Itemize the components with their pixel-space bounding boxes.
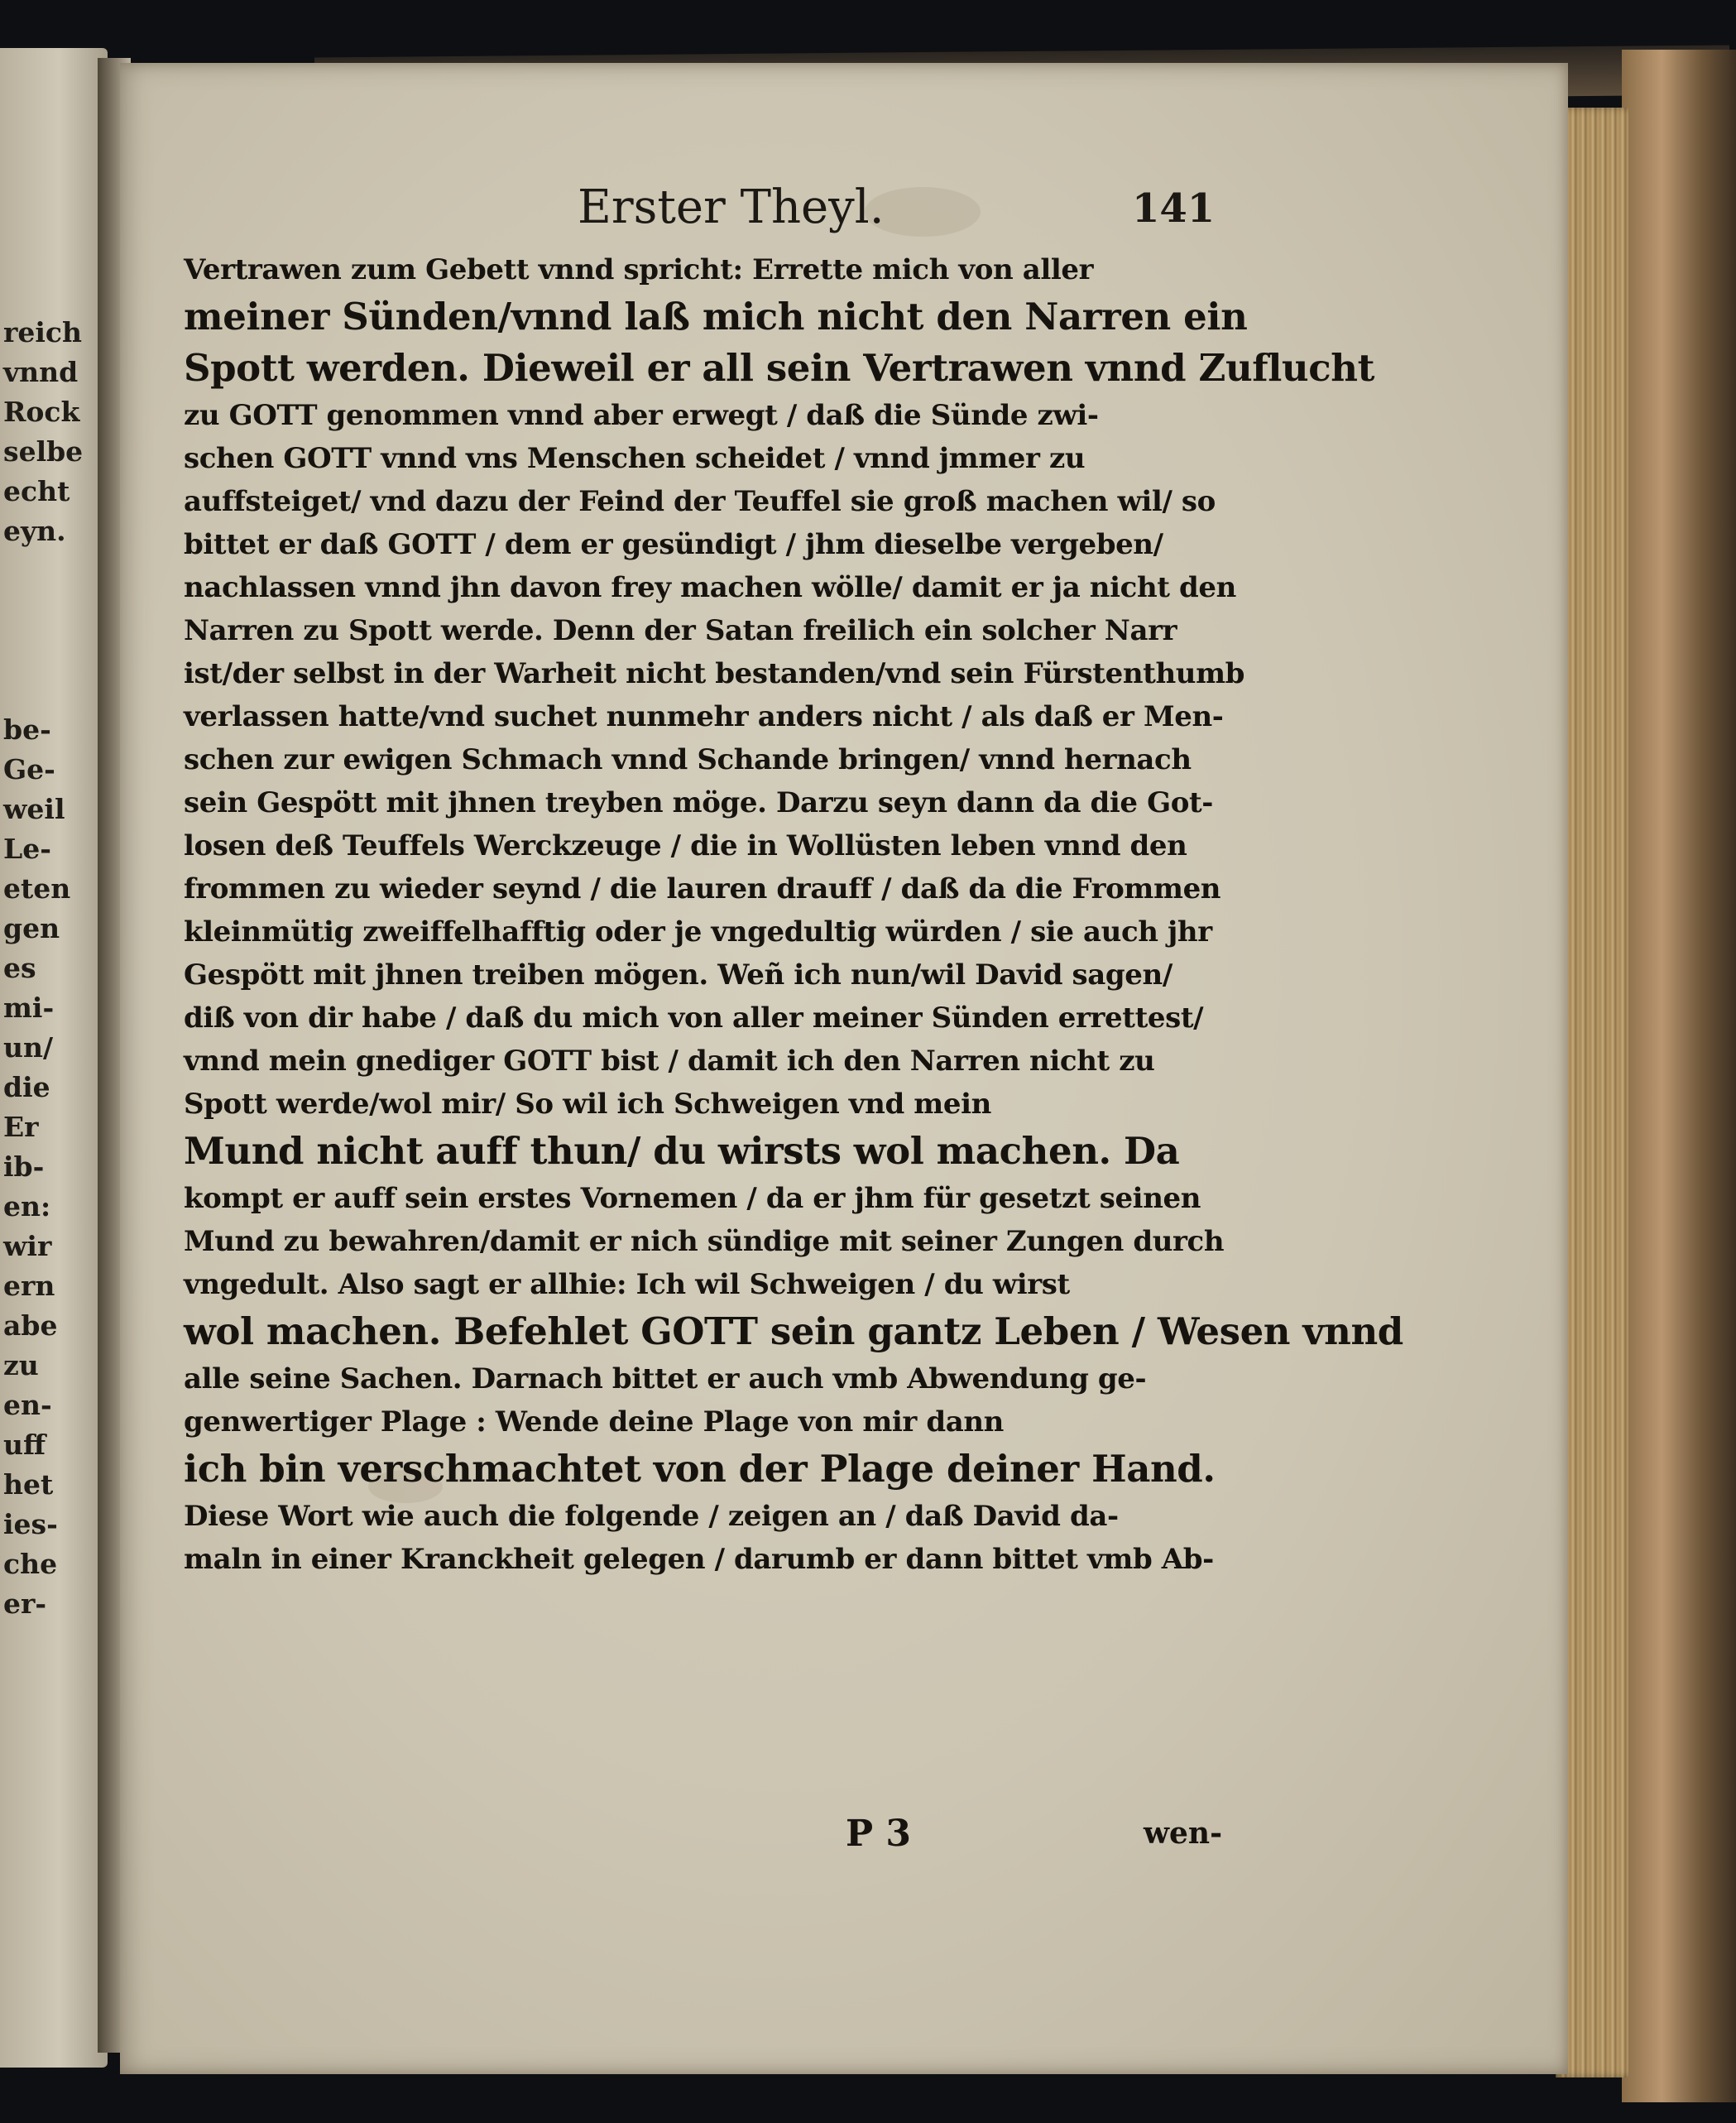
- facing-page-fragment: es: [3, 952, 36, 984]
- facing-page-fragment: eyn.: [3, 515, 66, 547]
- facing-page-fragment: Le-: [3, 833, 51, 865]
- page-header: [189, 180, 1248, 247]
- facing-page-fragment: selbe: [3, 435, 84, 468]
- facing-page-fragment: zu: [3, 1349, 39, 1381]
- text-line: diß von dir habe / daß du mich von aller meiner Sünden errettest/: [184, 1001, 1204, 1035]
- text-line: nachlassen vnnd jhn davon frey machen wölle/ damit er ja nicht den: [184, 571, 1236, 604]
- text-line: bittet er daß GOTT / dem er gesündigt / jhm dieselbe vergeben/: [184, 528, 1163, 561]
- facing-page-fragment: wir: [3, 1230, 52, 1262]
- facing-page-fragment: en:: [3, 1190, 51, 1222]
- text-line: ist/der selbst in der Warheit nicht bestanden/vnd sein Fürstenthumb: [184, 657, 1245, 690]
- facing-page-fragment: Er: [3, 1111, 39, 1143]
- catchword: wen-: [1144, 1816, 1223, 1851]
- facing-page-fragment: gen: [3, 912, 60, 944]
- facing-page-fragment: er-: [3, 1587, 47, 1620]
- text-line: vngedult. Also sagt er allhie: Ich wil Schweigen / du wirst: [184, 1268, 1070, 1301]
- running-head: Erster Theyl.: [578, 180, 885, 234]
- text-line: maln in einer Kranckheit gelegen / darumb er dann bittet vmb Ab-: [184, 1543, 1214, 1576]
- text-line: Mund zu bewahren/damit er nich sündige mit seiner Zungen durch: [184, 1225, 1225, 1258]
- facing-page-fragment: die: [3, 1071, 50, 1103]
- text-line: meiner Sünden/vnnd laß mich nicht den Narren ein: [184, 295, 1248, 339]
- text-line: verlassen hatte/vnd suchet nunmehr anders nicht / als daß er Men-: [184, 700, 1224, 733]
- facing-page-fragment: [0, 551, 60, 591]
- facing-page-fragment: [0, 631, 60, 670]
- facing-page-fragment: ib-: [3, 1150, 45, 1183]
- facing-page-left: [0, 48, 108, 2068]
- text-line: losen deß Teuffels Werckzeuge / die in Wollüsten leben vnnd den: [184, 829, 1187, 862]
- facing-page-fragment: Ge-: [3, 753, 55, 785]
- text-line: schen zur ewigen Schmach vnnd Schande bringen/ vnnd hernach: [184, 743, 1192, 776]
- facing-page-fragment: mi-: [3, 992, 55, 1024]
- text-line: Diese Wort wie auch die folgende / zeigen an / daß David da-: [184, 1500, 1119, 1533]
- page-footer: [184, 1813, 1235, 1862]
- book-cover-right-edge: [1622, 50, 1736, 2102]
- text-line: kompt er auff sein erstes Vornemen / da er jhm für gesetzt seinen: [184, 1182, 1201, 1215]
- text-line: frommen zu wieder seynd / die lauren drauff / daß da die Frommen: [184, 872, 1221, 905]
- facing-page-fragment: vnnd: [3, 356, 79, 388]
- text-line: Gespött mit jhnen treiben mögen. Weñ ich nun/wil David sagen/: [184, 958, 1173, 992]
- facing-page-fragment: [0, 670, 60, 710]
- text-line: Mund nicht auff thun/ du wirsts wol machen. Da: [184, 1129, 1180, 1173]
- text-line: auffsteiget/ vnd dazu der Feind der Teuffel sie groß machen wil/ so: [184, 485, 1216, 518]
- facing-page-fragment: ies-: [3, 1508, 58, 1540]
- facing-page-fragment: abe: [3, 1309, 58, 1342]
- facing-page-fragment: che: [3, 1548, 58, 1580]
- facing-page-fragment: be-: [3, 713, 51, 746]
- text-line: vnnd mein gnediger GOTT bist / damit ich den Narren nicht zu: [184, 1045, 1155, 1078]
- text-line: zu GOTT genommen vnnd aber erwegt / daß die Sünde zwi-: [184, 399, 1099, 432]
- facing-page-fragment: reich: [3, 316, 83, 348]
- text-line: genwertiger Plage : Wende deine Plage von mir dann: [184, 1405, 1005, 1439]
- body-text: [184, 248, 1403, 1581]
- facing-page-fragment: en-: [3, 1389, 52, 1421]
- text-line: kleinmütig zweiffelhafftig oder je vngedultig würden / sie auch jhr: [184, 915, 1212, 949]
- facing-page-fragment: weil: [3, 793, 65, 825]
- facing-page-fragment: un/: [3, 1031, 54, 1064]
- facing-page-fragment: [0, 591, 60, 631]
- text-line: Spott werden. Dieweil er all sein Vertrawen vnnd Zuflucht: [184, 346, 1374, 390]
- text-line: alle seine Sachen. Darnach bittet er auch vmb Abwendung ge-: [184, 1362, 1147, 1395]
- text-line: ich bin verschmachtet von der Plage deiner Hand.: [184, 1447, 1216, 1491]
- facing-page-fragment: ern: [3, 1270, 55, 1302]
- text-line: wol machen. Befehlet GOTT sein gantz Leben / Wesen vnnd: [184, 1309, 1403, 1353]
- text-line: Vertrawen zum Gebett vnnd spricht: Errette mich von aller: [184, 253, 1094, 286]
- text-line: Spott werde/wol mir/ So wil ich Schweigen vnd mein: [184, 1088, 991, 1121]
- signature-mark: P 3: [846, 1813, 912, 1855]
- text-line: Narren zu Spott werde. Denn der Satan freilich ein solcher Narr: [184, 614, 1177, 647]
- text-line: schen GOTT vnnd vns Menschen scheidet / vnnd jmmer zu: [184, 442, 1086, 475]
- text-line: sein Gespött mit jhnen treyben möge. Darzu seyn dann da die Got-: [184, 786, 1214, 819]
- facing-page-text-fragments: [0, 313, 84, 1624]
- facing-page-fragment: echt: [3, 475, 70, 507]
- facing-page-fragment: eten: [3, 872, 71, 905]
- facing-page-fragment: Rock: [3, 396, 80, 428]
- facing-page-fragment: het: [3, 1468, 54, 1501]
- facing-page-fragment: uff: [3, 1429, 46, 1461]
- page-number: 141: [1132, 185, 1216, 232]
